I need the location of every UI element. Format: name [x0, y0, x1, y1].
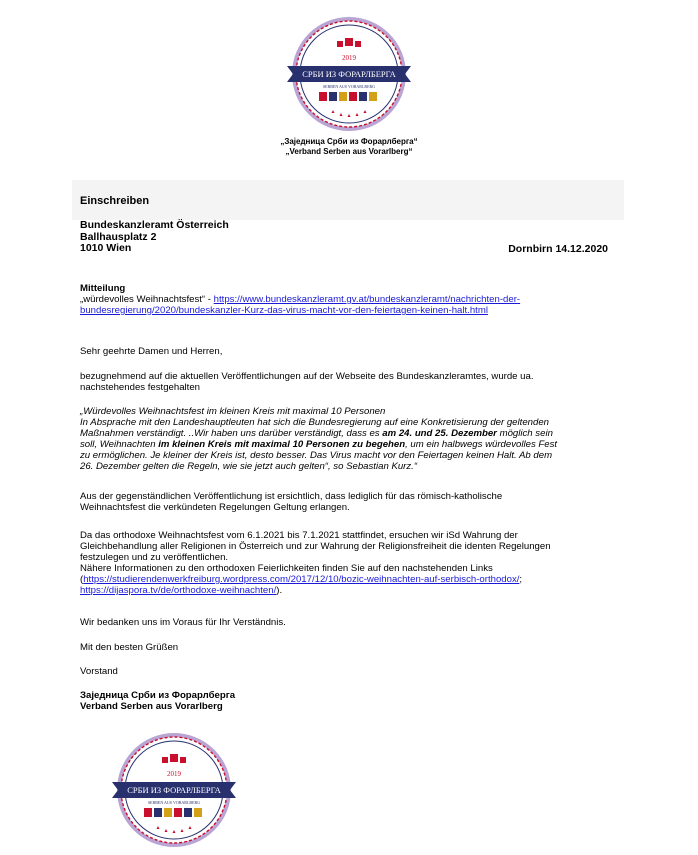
- signature-block: Заједница Срби из Форарлберга Verband Serben aus Vorarlberg: [80, 690, 236, 712]
- greeting: Sehr geehrte Damen und Herren,: [80, 346, 223, 357]
- intro-paragraph: bezugnehmend auf die aktuellen Veröffentlichungen auf der Webseite des Bundeskanzleramtes, wurde ua. nachstehendes festgehalten: [80, 371, 534, 393]
- quote-paragraph: „Würdevolles Weihnachtsfest im kleinen Kreis mit maximal 10 Personen In Absprache mit den Landeshauptleuten hat sich die Bundesregierung auf eine Konkretisierung der geltenden Maßnahmen verständigt. ..Wir haben uns darüber verständigt, dass es am 24. und 25. Dezember möglich sein soll, Weihnachten im kleinen Kreis mit maximal 10 Personen zu begehen, um ein halbwegs würdevolles Fest zu ermöglichen. Je kleiner der Kreis ist, desto besser. Das Virus macht vor den Feiertagen keinen Halt. Ab dem 26. Dezember gelten die Regeln, wie sie jetzt auch gelten“, so Sebastian Kurz.“: [80, 406, 558, 472]
- quote-emphasis-persons: im kleinen Kreis mit maximal 10 Personen zu begehen: [158, 439, 406, 450]
- link-studierendenwerk[interactable]: https://studierendenwerkfreiburg.wordpress.com/2017/12/10/bozic-weihnachten-auf-serbisch-orthodox/: [83, 574, 520, 585]
- top-logo: [283, 14, 415, 134]
- link-dijaspora[interactable]: https://dijaspora.tv/de/orthodoxe-weihnachten/: [80, 585, 277, 596]
- organization-header: [0, 137, 698, 157]
- crest-icon: [170, 754, 178, 762]
- mitteilung-block: [80, 283, 625, 316]
- paragraph-3: Da das orthodoxe Weihnachtsfest vom 6.1.2021 bis 7.1.2021 stattfindet, ersuchen wir iSd Wahrung der Gleichbehandlung aller Religionen in Österreich und zur Wahrung der Religionsfreiheit die identen Regelungen festzulegen und zu veröffentlichen. Nähere Informationen zu den orthodoxen Feierlichkeiten finden Sie auf den nachstehenden Links (https://studierendenwerkfreiburg.wordpress.com/2017/12/10/bozic-weihnachten-auf-serbisch-orthodox/; https://dijaspora.tv/de/orthodoxe-weihnachten/).: [80, 530, 551, 596]
- letter-date: Dornbirn 14.12.2020: [508, 243, 608, 255]
- crest-icon: [345, 38, 353, 46]
- recipient-address: [80, 220, 229, 255]
- paragraph-2: Aus der gegenständlichen Veröffentlichung ist ersichtlich, dass lediglich für das römisch-katholische Weihnachtsfest die verkündeten Regelungen Geltung erlangen.: [80, 491, 503, 513]
- svg-text:СРБИ ИЗ ФОРАРЛБЕРГА: СРБИ ИЗ ФОРАРЛБЕРГА: [302, 69, 396, 79]
- mitteilung-label: Mitteilung: [80, 283, 126, 294]
- bottom-logo: [108, 730, 240, 850]
- svg-text:2019: 2019: [342, 54, 356, 62]
- address-line: 1010 Wien: [80, 242, 132, 254]
- svg-text:2019: 2019: [167, 770, 181, 778]
- thanks-line: Wir bedanken uns im Voraus für Ihr Verständnis.: [80, 617, 286, 628]
- mitteilung-link-continued[interactable]: bundesregierung/2020/bundeskanzler-Kurz-das-virus-macht-vor-den-feiertagen-keinen-halt.html: [80, 305, 488, 316]
- org-name-latin: „Verband Serben aus Vorarlberg“: [285, 147, 413, 156]
- mitteilung-link[interactable]: https://www.bundeskanzleramt.gv.at/bundeskanzleramt/nachrichten-der-: [213, 294, 521, 305]
- svg-text:SERBEN AUS VORARLBERG: SERBEN AUS VORARLBERG: [147, 800, 201, 805]
- mitteilung-quote: „würdevolles Weihnachtsfest“ -: [80, 294, 214, 305]
- role-line: Vorstand: [80, 666, 118, 677]
- org-name-cyrillic: „Заједница Срби из Форарлберга“: [280, 137, 418, 146]
- svg-text:SERBEN AUS VORARLBERG: SERBEN AUS VORARLBERG: [322, 84, 376, 89]
- letter-title: Einschreiben: [80, 195, 150, 207]
- quote-emphasis-dates: am 24. und 25. Dezember: [382, 428, 497, 439]
- address-line: Ballhausplatz 2: [80, 230, 157, 243]
- closing-line: Mit den besten Grüßen: [80, 642, 179, 653]
- svg-text:СРБИ ИЗ ФОРАРЛБЕРГА: СРБИ ИЗ ФОРАРЛБЕРГА: [127, 785, 221, 795]
- address-line: Bundeskanzleramt Österreich: [80, 219, 229, 231]
- title-band: [72, 180, 624, 220]
